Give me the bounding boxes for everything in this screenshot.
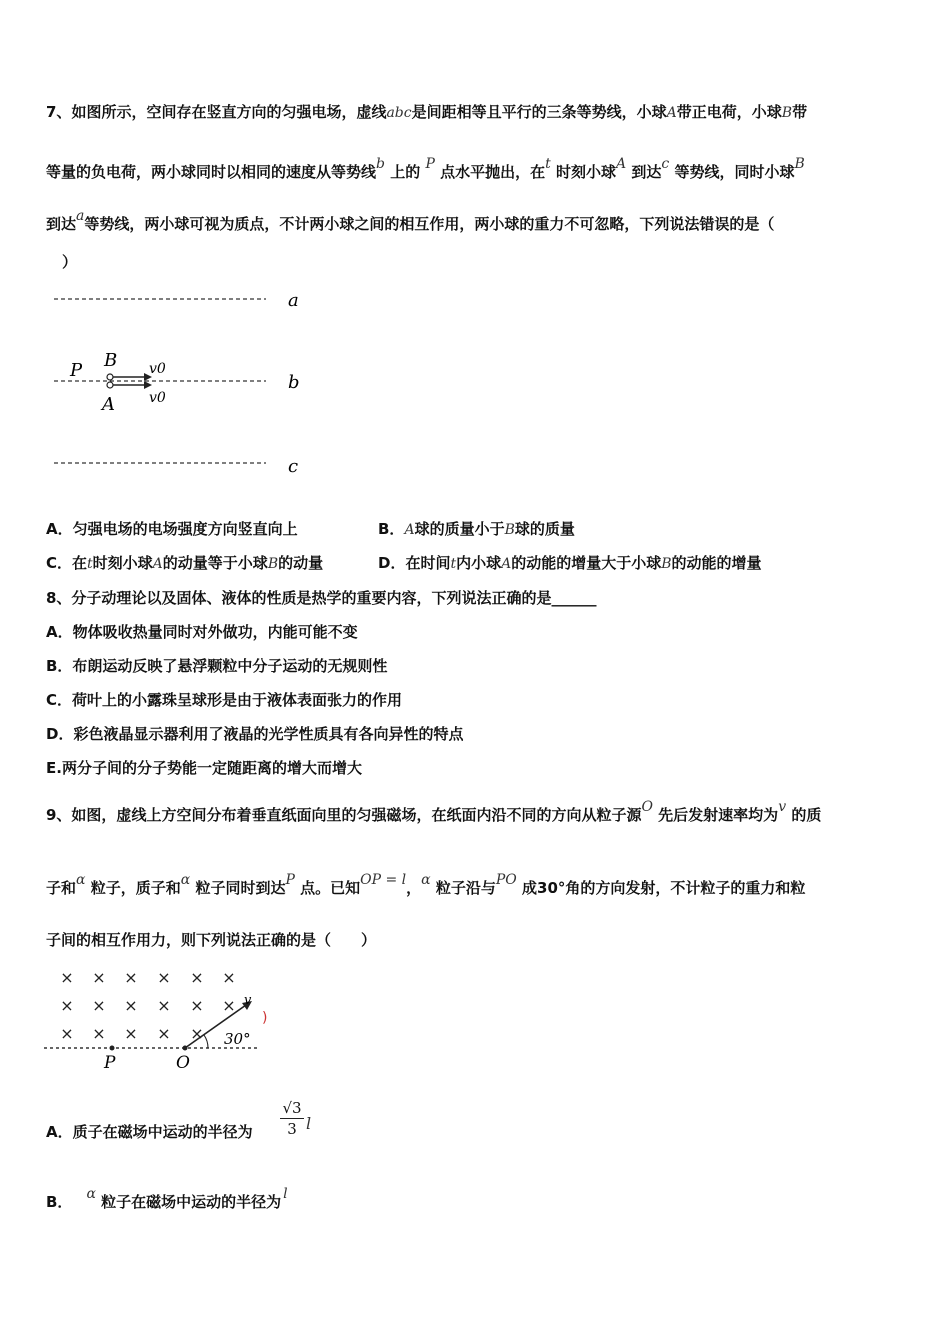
q8-option-a: A．物体吸收热量同时对外做功，内能可能不变	[46, 623, 358, 641]
fraction-numerator: √3	[280, 1098, 304, 1119]
q7-option-b: B．A球的质量小于B球的质量	[378, 520, 575, 538]
q8-option-b: B．布朗运动反映了悬浮颗粒中分子运动的无规则性	[46, 657, 388, 675]
field-cross: ×	[190, 968, 204, 987]
label-v0-top: v0	[149, 361, 166, 377]
field-cross: ×	[157, 1024, 171, 1043]
q7-line4: ）	[62, 253, 78, 271]
q9-option-a: A．质子在磁场中运动的半径为	[46, 1123, 253, 1141]
field-cross: ×	[190, 996, 204, 1015]
q8-option-c: C．荷叶上的小露珠呈球形是由于液体表面张力的作用	[46, 691, 403, 709]
label-v0-bottom: v0	[149, 390, 166, 406]
q7-line1: 7、如图所示，空间存在竖直方向的匀强电场，虚线abc是间距相等且平行的三条等势线，小球A带正电荷，小球B带	[46, 103, 808, 121]
q9-figure	[40, 962, 270, 1077]
q8-option-d: D．彩色液晶显示器利用了液晶的光学性质具有各向异性的特点	[46, 725, 464, 743]
label-c: c	[288, 456, 299, 477]
arrowhead-A	[144, 381, 152, 389]
q9-line2: 子和α 粒子，质子和α 粒子同时到达P 点。已知OP = l，α 粒子沿与PO 成30°角的方向发射，不计粒子的重力和粒	[46, 872, 806, 897]
ball-B	[107, 374, 113, 380]
field-cross: ×	[124, 968, 138, 987]
field-cross: ×	[124, 996, 138, 1015]
q7-option-a: A．匀强电场的电场强度方向竖直向上	[46, 520, 298, 538]
label-O: O	[176, 1053, 190, 1073]
q8-stem: 8、分子动理论以及固体、液体的性质是热学的重要内容，下列说法正确的是______	[46, 589, 597, 607]
field-cross: ×	[60, 968, 74, 987]
field-cross: ×	[222, 996, 236, 1015]
label-A: A	[102, 394, 115, 415]
q7-line2: 等量的负电荷，两小球同时以相同的速度从等势线b 上的 P 点水平抛出，在t 时刻小球A 到达c 等势线，同时小球B	[46, 156, 805, 181]
field-cross: ×	[190, 1024, 204, 1043]
q7-option-c: C．在t时刻小球A的动量等于小球B的动量	[46, 554, 324, 572]
q9-line3: 子间的相互作用力，则下列说法正确的是（ ）	[46, 931, 377, 949]
q9-option-b: B． α 粒子在磁场中运动的半径为 l	[46, 1186, 288, 1211]
ball-A	[107, 382, 113, 388]
q9-line1: 9、如图，虚线上方空间分布着垂直纸面向里的匀强磁场，在纸面内沿不同的方向从粒子源O 先后发射速率均为v 的质	[46, 799, 822, 824]
q7-option-d: D．在时间t内小球A的动能的增量大于小球B的动能的增量	[378, 554, 762, 572]
label-b: b	[288, 372, 300, 393]
field-cross: ×	[157, 968, 171, 987]
q8-option-e: E.两分子间的分子势能一定随距离的增大而增大	[46, 759, 362, 777]
label-P: P	[104, 1053, 116, 1073]
field-cross: ×	[92, 996, 106, 1015]
field-cross: ×	[92, 1024, 106, 1043]
bracket-mark: )	[262, 1010, 268, 1026]
q7-number: 7、	[46, 103, 72, 121]
field-cross: ×	[157, 996, 171, 1015]
label-B: B	[104, 350, 118, 371]
point-P	[110, 1046, 115, 1051]
fraction-denominator: 3	[287, 1120, 297, 1138]
field-cross: ×	[222, 968, 236, 987]
field-cross: ×	[60, 996, 74, 1015]
label-v: v	[244, 993, 252, 1008]
angle-label: 30°	[224, 1030, 251, 1048]
angle-arc	[204, 1035, 208, 1048]
q7-line3: 到达a等势线，两小球可视为质点，不计两小球之间的相互作用，两小球的重力不可忽略，下列说法错误的是（	[46, 208, 775, 233]
label-P: P	[70, 360, 83, 381]
q7-figure	[40, 282, 330, 487]
field-cross: ×	[124, 1024, 138, 1043]
symbol-l: l	[306, 1114, 312, 1133]
field-cross: ×	[92, 968, 106, 987]
label-a: a	[288, 290, 299, 311]
fraction-sqrt3-over-3	[280, 1098, 304, 1139]
field-cross: ×	[60, 1024, 74, 1043]
